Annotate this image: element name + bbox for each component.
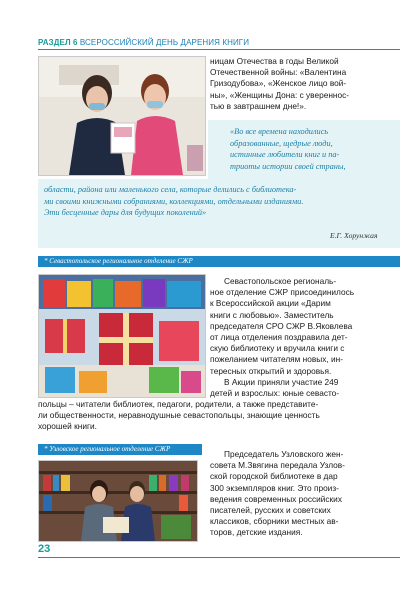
photo-gift-books <box>38 274 206 398</box>
photo-book-handover <box>38 56 206 176</box>
sevastopol-paragraph-continued: польцы – читатели библиотек, педагоги, родители, а также представите- ли общественности, неравнодушные севастопольцы, знающие ценность хорошей книги. <box>38 399 320 432</box>
page-number: 23 <box>38 543 51 555</box>
header-divider <box>38 49 400 50</box>
quote-author: Е.Г. Хорунжая <box>330 231 378 240</box>
caption-sevastopol: * Севастопольское региональное отделение СЖР <box>38 256 400 267</box>
quote-narrow: «Во все времена находились образованные, щедрые люди, истинные любители книг и па- триоты истории своей страны, <box>230 127 346 171</box>
footer-divider <box>38 557 400 558</box>
quote-wide: области, района или маленького села, которые делились с библиотека- ми своими книжными собраниями, коллекциями, отдельными изданиями. Эти бесценные дары для будущих поколений» <box>44 185 304 218</box>
caption-uzlovaya: * Узловское региональное отделение СЖР <box>38 444 202 455</box>
top-paragraph: ницам Отечества в годы Великой Отечественной войны: «Валентина Гризодубова», «Женское лицо вой- ны», «Женщины Дона: с увереннос- тью в завтрашнем дне!». <box>210 56 350 111</box>
section-header <box>38 38 249 47</box>
photo-library <box>38 460 198 542</box>
uzlovaya-paragraph: Председатель Узловского жен- совета М.Звягина передала Узлов- ской городской библиотеке в дар 300 экземпляров книг. Это произ- ведения современных российских писателей, русских и советских классиков, сборники местных ав- торов, детские издания. <box>210 449 345 538</box>
section-label: РАЗДЕЛ 6 <box>38 38 78 47</box>
sevastopol-paragraph: Севастопольское региональ- ное отделение СЖР присоединилось к Всероссийской акции «Дарим книги с любовью». Заместитель председателя СРО СЖР В.Яковлева от лица отделения поздравила дет- скую библиотеку и вручила книги с пожеланием читателям новых, ин- тересных открытий и здоровья. В Акции приняли участие 249 детей и взрослых: юные севасто- <box>210 276 355 399</box>
section-title: ВСЕРОССИЙСКИЙ ДЕНЬ ДАРЕНИЯ КНИГИ <box>79 38 250 47</box>
